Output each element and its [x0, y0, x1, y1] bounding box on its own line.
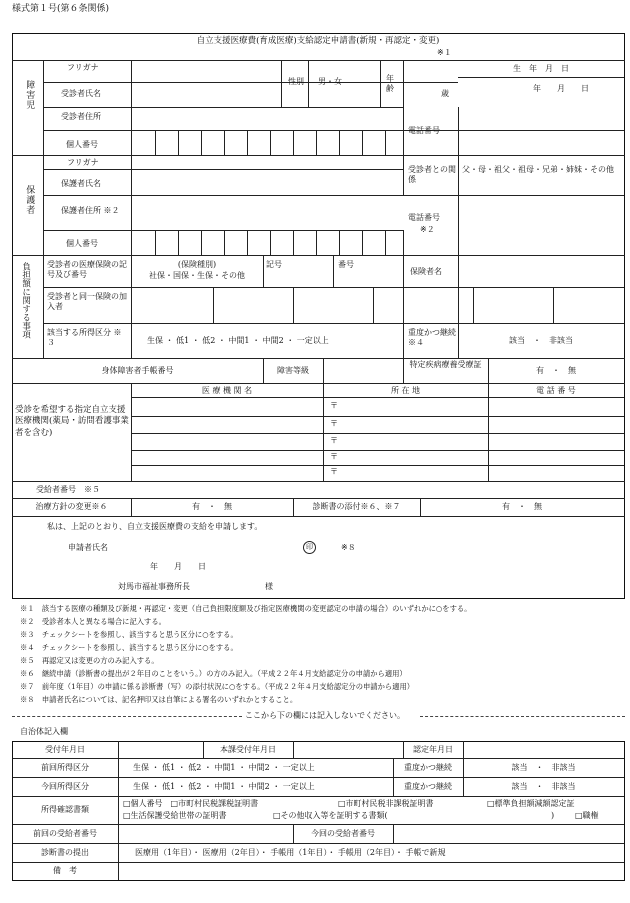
received-label: 受付年月日 [45, 745, 85, 754]
applicant-label: 申請者氏名 [68, 543, 108, 552]
patient-id-label: 個人番号 [66, 140, 98, 149]
postal-mark-1: 〒 [330, 401, 338, 410]
docs-line2-a: □生活保護受給世帯の証明書 [123, 811, 227, 820]
note-2: ※２ 受診者本人と異なる場合に記入する。 [20, 617, 166, 626]
docs-line2-c: ) [551, 811, 555, 820]
guardian-furigana-label: フリガナ [67, 158, 99, 167]
facility-col-name: 医 療 機 関 名 [201, 386, 253, 395]
patient-phone-label: 電話番号 [408, 126, 440, 135]
curr-recipient-label: 今回の受給者番号 [311, 829, 375, 838]
form-number: 様式第１号(第６条関係) [12, 4, 110, 14]
divider-text: ここから下の欄には記入しないでください。 [245, 711, 405, 720]
severe-options: 該当 ・ 非該当 [509, 336, 573, 345]
prev-recipient-label: 前回の受給者番号 [33, 829, 97, 838]
diagnosis-attach-options: 有 ・ 無 [502, 502, 542, 511]
curr-severe-options: 該当 ・ 非該当 [511, 782, 576, 791]
disability-book-label: 身体障害者手帳番号 [101, 366, 174, 375]
postal-mark-4: 〒 [330, 452, 338, 461]
section-patient: 障害児 [24, 80, 35, 110]
prev-severe-options: 該当 ・ 非該当 [511, 763, 576, 772]
dob-date: 年 月 日 [533, 84, 589, 93]
note-3: ※３ チェックシートを参照し、該当すると思う区分に○をする。 [20, 630, 238, 639]
note-1: ※１ 該当する医療の種類及び新規・再認定・変更（自己負担限度額及び指定医療機関の変更認定の申請の場合）のいずれかに○をする。 [20, 604, 472, 613]
same-insurance-label: 受診者と同一保険の加入者 [47, 292, 127, 311]
prev-income-options: 生保 ・ 低1 ・ 低2 ・ 中間1 ・ 中間2 ・ 一定以上 [133, 763, 315, 772]
seal-note: ※８ [341, 543, 356, 552]
gender-label: 性別 [288, 77, 304, 86]
relation-options: 父・母・祖父・祖母・兄弟・姉妹・その他 [462, 165, 614, 174]
specific-disease-label: 特定疾病療養受療証 [409, 360, 482, 369]
guardian-phone-mark: ※２ [420, 225, 435, 234]
diag-submit-options: 医療用（1年目）・ 医療用（2年目）・ 手帳用（1年目）・ 手帳用（2年目）・ 手帳で新規 [135, 848, 446, 857]
note-7: ※７ 前年度（1年目）の申請に係る診断書（写）の添付状況に○をする。（平成２２年４月支給認定分の申請から適用） [20, 682, 415, 691]
diagnosis-attach-label: 診断書の添付※６、※７ [312, 502, 401, 511]
office-heading: 自治体記入欄 [20, 727, 68, 736]
form-title: 自立支援医療費(育成医療)支給認定申請書(新規・再認定・変更) [196, 36, 440, 46]
income-label: 該当する所得区分 ※３ [47, 328, 122, 347]
addressee: 対馬市福祉事務所長 [118, 582, 190, 591]
docs-line2-b: □その他収入等を証明する書類( [273, 811, 388, 820]
guardian-name-label: 保護者氏名 [61, 179, 101, 188]
guardian-phone-label: 電話番号 [408, 213, 440, 222]
treatment-change-label: 治療方針の変更※６ [35, 502, 108, 511]
guardian-address-label: 保護者住所 ※２ [61, 206, 120, 215]
patient-address-label: 受診者住所 [61, 112, 101, 121]
seal-mark: 印 [303, 541, 316, 554]
guardian-id-label: 個人番号 [66, 239, 98, 248]
severe-label: 重度かつ継続※４ [408, 328, 456, 347]
facility-label: 受診を希望する指定自立支援医療機関(薬局・訪問看護事業者を含む) [15, 405, 129, 438]
dept-received-label: 本課受付年月日 [220, 745, 276, 754]
specific-disease-options: 有 ・ 無 [536, 366, 576, 375]
postal-mark-3: 〒 [330, 436, 338, 445]
income-options: 生保 ・ 低1 ・ 低2 ・ 中間1 ・ 中間2 ・ 一定以上 [147, 336, 329, 345]
remarks-label: 備 考 [53, 866, 77, 875]
age-unit: 歳 [441, 89, 449, 98]
note-8: ※８ 申請者氏名については、記名押印又は自筆による署名のいずれかとすること。 [20, 695, 298, 704]
relation-label: 受診者との関係 [408, 165, 456, 184]
docs-line1-b: □市町村民税非課税証明書 [338, 799, 434, 808]
insurance-types: 社保・国保・生保・その他 [149, 271, 245, 280]
facility-col-address: 所 在 地 [390, 386, 421, 395]
docs-line1-c: □標準負担額減額認定証 [487, 799, 575, 808]
prev-severe-label: 重度かつ継続 [404, 763, 452, 772]
approved-label: 認定年月日 [413, 745, 453, 754]
section-guardian: 保護者 [24, 185, 35, 215]
patient-name-label: 受診者氏名 [61, 89, 101, 98]
declaration-text: 私は、上記のとおり、自立支援医療費の支給を申請します。 [47, 522, 263, 531]
diag-submit-label: 診断書の提出 [41, 848, 89, 857]
treatment-change-options: 有 ・ 無 [192, 502, 232, 511]
docs-line2-d: □職権 [575, 811, 599, 820]
note-5: ※５ 再認定又は変更の方のみ記入する。 [20, 656, 159, 665]
docs-label: 所得確認書類 [41, 805, 89, 814]
postal-mark-5: 〒 [330, 467, 338, 476]
insurance-label: 受診者の医療保険の記号及び番号 [47, 260, 127, 279]
dob-label: 生 年 月 日 [513, 64, 569, 73]
insurance-type-label: (保険種別) [177, 260, 217, 269]
addressee-sama: 様 [265, 582, 273, 591]
symbol-label: 記号 [266, 260, 282, 269]
curr-severe-label: 重度かつ継続 [404, 782, 452, 791]
facility-col-phone: 電 話 番 号 [536, 386, 576, 395]
number-label: 番号 [338, 260, 354, 269]
prev-income-label: 前回所得区分 [41, 763, 89, 772]
age-label: 年齢 [386, 74, 394, 93]
note-4: ※４ チェックシートを参照し、該当すると思う区分に○をする。 [20, 643, 238, 652]
curr-income-label: 今回所得区分 [41, 782, 89, 791]
section-burden: 負担額に関する事項 [20, 262, 31, 339]
docs-line1-a: □個人番号 □市町村民税課税証明書 [123, 799, 259, 808]
patient-furigana-label: フリガナ [67, 63, 99, 72]
curr-income-options: 生保 ・ 低1 ・ 低2 ・ 中間1 ・ 中間2 ・ 一定以上 [133, 782, 315, 791]
gender-options: 男・女 [318, 77, 342, 86]
declaration-date: 年 月 日 [150, 562, 206, 571]
disability-grade-label: 障害等級 [277, 366, 309, 375]
postal-mark-2: 〒 [330, 419, 338, 428]
note-6: ※６ 継続申請（診断書の提出が２年目のことをいう。）の方のみ記入。（平成２２年４月支給認定分の申請から適用） [20, 669, 407, 678]
title-mark: ※１ [437, 48, 452, 57]
insurer-label: 保険者名 [410, 267, 442, 276]
recipient-number-label: 受給者番号 ※５ [36, 485, 100, 494]
